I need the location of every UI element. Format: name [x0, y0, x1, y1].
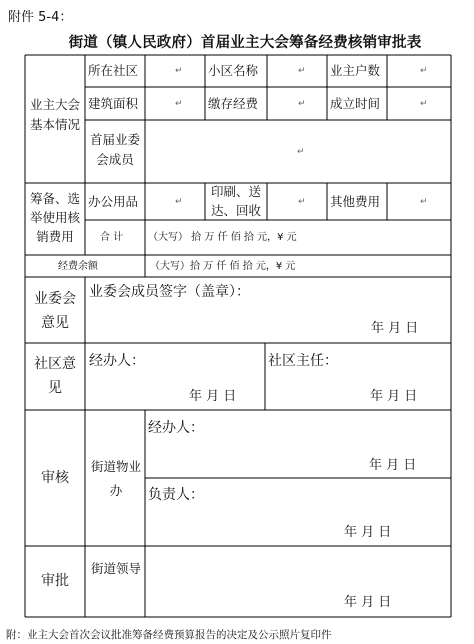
review-handler-label: 经办人： [148, 420, 204, 436]
committee-members-label: 首届业委会成员 [89, 132, 140, 167]
community-label: 所在社区 [88, 63, 139, 78]
community-director-date[interactable]: 年 月 日 [370, 389, 418, 404]
committee-members-value[interactable]: ↵ [297, 147, 305, 157]
committee-opinion-label: 业委会意见 [34, 291, 76, 331]
community-handler-label: 经办人： [89, 353, 145, 369]
owner-households-label: 业主户数 [330, 63, 381, 78]
committee-date[interactable]: 年 月 日 [371, 321, 419, 336]
owner-households-value[interactable]: ↵ [420, 66, 428, 76]
established-time-value[interactable]: ↵ [420, 99, 428, 109]
property-office-label: 街道物业办 [90, 459, 141, 498]
approval-date[interactable]: 年 月 日 [344, 595, 392, 610]
approval-label: 审批 [41, 573, 69, 589]
review-label: 审核 [41, 470, 69, 486]
committee-signature-label: 业委会成员签字（盖章）： [89, 284, 250, 300]
expenses-section-label: 筹备、选举使用核销费用 [29, 191, 80, 244]
other-costs-label: 其他费用 [330, 194, 381, 209]
street-leader-label: 街道领导 [90, 561, 141, 576]
attachment-label: 附件 5-4： [8, 10, 73, 25]
deposit-fund-label: 缴存经费 [208, 96, 259, 111]
community-handler-date[interactable]: 年 月 日 [189, 389, 237, 404]
community-opinion-label: 社区意见 [34, 356, 76, 396]
review-responsible-label: 负责人： [148, 487, 204, 503]
office-supplies-label: 办公用品 [88, 194, 139, 209]
review-handler-date[interactable]: 年 月 日 [369, 458, 417, 473]
balance-amount[interactable]: （大写）拾 万 仟 佰 拾 元，¥ 元 [150, 261, 296, 272]
building-area-value[interactable]: ↵ [175, 99, 183, 109]
other-costs-value[interactable]: ↵ [420, 197, 428, 207]
office-supplies-value[interactable]: ↵ [175, 197, 183, 207]
basic-info-section-label: 业主大会基本情况 [29, 97, 80, 132]
community-value[interactable]: ↵ [175, 66, 183, 76]
deposit-fund-value[interactable]: ↵ [298, 99, 306, 109]
form-title: 街道（镇人民政府）首届业主大会筹备经费核销审批表 [68, 35, 422, 51]
footnote: 附：业主大会首次会议批准筹备经费预算报告的决定及公示照片复印件 [6, 629, 332, 641]
balance-label: 经费余额 [58, 261, 98, 272]
estate-name-label: 小区名称 [208, 63, 259, 78]
review-responsible-date[interactable]: 年 月 日 [344, 525, 392, 540]
printing-label: 印刷、送达、回收 [210, 184, 261, 218]
building-area-label: 建筑面积 [88, 96, 139, 111]
community-director-label: 社区主任： [268, 353, 338, 369]
printing-value[interactable]: ↵ [298, 197, 306, 207]
total-amount[interactable]: （大写） 拾 万 仟 佰 拾 元，¥ 元 [148, 232, 297, 243]
established-time-label: 成立时间 [330, 96, 381, 111]
estate-name-value[interactable]: ↵ [298, 66, 306, 76]
total-label: 合 计 [100, 232, 124, 243]
